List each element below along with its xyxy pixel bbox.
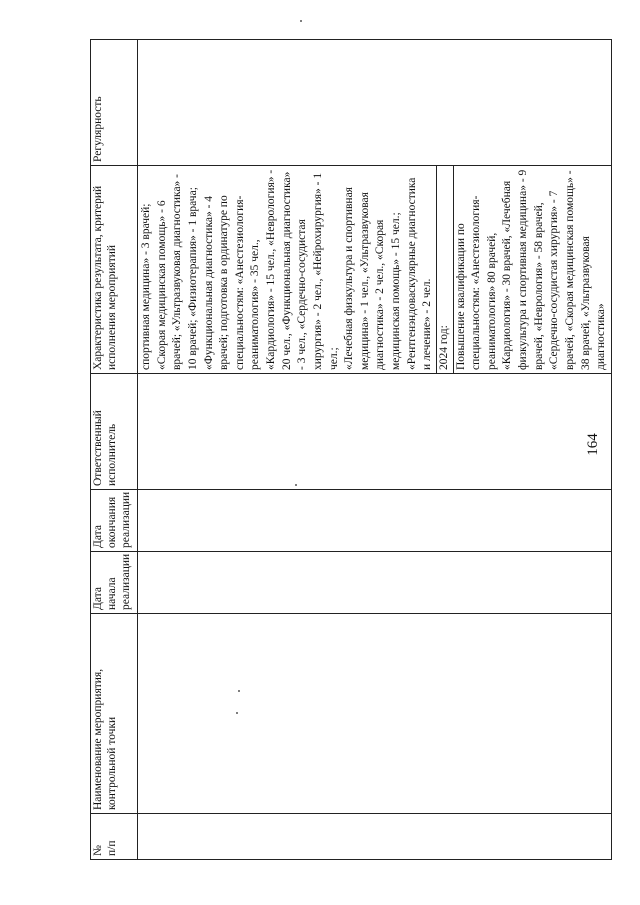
scan-speck xyxy=(238,690,240,692)
cell-end-date xyxy=(138,490,612,552)
header-end-date: Дата окончания реализации xyxy=(91,490,138,552)
header-result: Характеристика результата, критерий исполнения мероприятий xyxy=(91,166,138,374)
cell-regularity xyxy=(138,40,612,166)
result-text: спортивная медицина» - 3 врачей; «Скорая медицинская помощь» - 6 врачей; «Ультразвуковая диагностика» - 10 врачей; «Физиотерапия» - 1 врача; «Функциональная диагностика» - 4 врачей; подготовка в ординатуре по специальностям: «Анестезиология-реаниматология» - 35 чел., «Кардиология» - 15 чел., «Неврология» - 20 чел., «Функциональная диагностика» - 3 чел., «Сердечно-сосудистая хирургия» - 2 чел., «Нейрохирургия» - 1 чел.; «Лечебная физкультура и спортивная медицина» - 1 чел., «Ультразвуковая диагностика» - 2 чел., «Скорая медицинская помощь» - 15 чел.; «Рентгенэндоваскулярные диагностика и лечение» - 2 чел. xyxy=(140,169,434,370)
plan-table xyxy=(90,39,612,860)
cell-event-name xyxy=(138,614,612,814)
header-regularity: Регулярность xyxy=(91,40,138,166)
result-text-2: Повышение квалификации по специальностям: «Анестезиология-реаниматология» 80 врачей, «Кардиология» - 30 врачей, «Лечебная физкультура и спортивная медицина» - 9 врачей, «Неврология» - 58 врачей, «Сердечно-сосудистая хирургия» - 7 врачей, «Скорая медицинская помощь» - 38 врачей, «Ультразвуковая диагностика» xyxy=(453,166,610,373)
result-year-label: 2024 год: xyxy=(436,166,453,373)
header-responsible: Ответственный исполнитель xyxy=(91,374,138,490)
cell-start-date xyxy=(138,552,612,614)
cell-responsible xyxy=(138,374,612,490)
table-header-row xyxy=(91,40,138,860)
table-row xyxy=(138,40,612,860)
scan-speck xyxy=(236,712,238,714)
scan-speck xyxy=(300,20,302,22)
header-number: № п/п xyxy=(91,814,138,860)
scan-speck xyxy=(295,484,297,486)
page-number: 164 xyxy=(584,433,601,456)
cell-result xyxy=(138,166,612,374)
cell-number xyxy=(138,814,612,860)
header-event-name: Наименование мероприятия, контрольной точки xyxy=(91,614,138,814)
header-start-date: Дата начала реализации xyxy=(91,552,138,614)
